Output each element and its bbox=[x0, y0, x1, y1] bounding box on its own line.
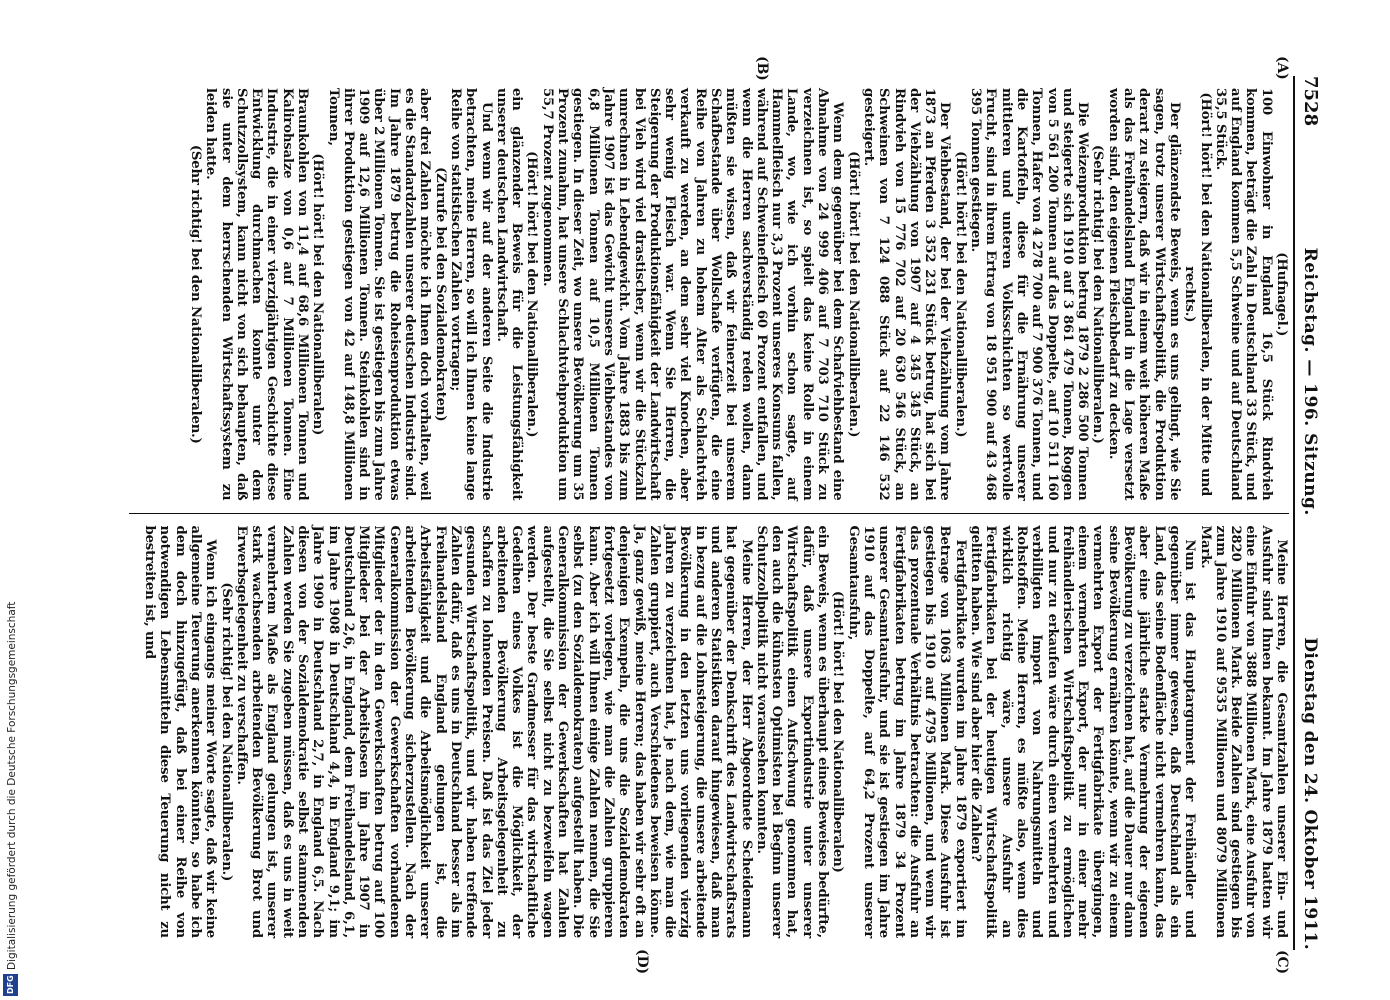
paragraph: Nun ist das Hauptargument der Freihändler und gegenüber immer gewesen, daß Deutschland als ein Land, das seine Bodenfläche nicht vermehren kann, das aber eine jährliche starke Vermehrung der eigenen Bevölkerung zu verzeichnen hat, auf die Dauer nur dann seine Bevölkerung ernähren könnte, wenn wir zu einem vermehrten Export der Fertigfabrikate übergingen, einem vermehrten Export, der nur in einer mehr freihändlerischen Wirtschaftspolitik zu ermöglichen und nur zu erkaufen wäre durch einen vermehrten und verbilligten Import von Nahrungsmitteln und Rohstoffen. Meine Herren, es müßte also, wenn dies wirklich richtig wäre, unsere Ausfuhr an Fertigfabrikaten bei der heutigen Wirtschaftspolitik gelitten haben. Wie sind aber hier die Zahlen? bbox=[968, 525, 1198, 938]
paragraph: aber drei Zahlen möchte ich Ihnen doch vorhalten, weil es die Standardzahlen unserer deutschen Industrie sind. Im Jahre 1879 betrug die Roheisenproduktion etwas über 2 Millionen Tonnen. Sie ist gestiegen bis zum Jahre 1909 auf 12,6 Millionen Tonnen. Steinkohlen sind in ihrer Produktion gestiegen von 42 auf 148,8 Millionen Tonnen, bbox=[325, 88, 433, 501]
interjection: (Hört! hört! bei den Nationalliberalen.) bbox=[524, 151, 540, 438]
paragraph: 100 Einwohner in England 16,5 Stück Rindvieh kommen, beträgt die Zahl in Deutschland 33 Stück, und auf England kommen 5,5 Schweine und auf Deutschland 35,5 Stück. bbox=[1212, 88, 1274, 501]
paragraph: Braunkohlen von 11,4 auf 68,6 Millionen Tonnen und Kalirohsalze von 0,6 auf 7 Millionen Tonnen. Eine Industrie, die in einer vierzigjährigen Geschichte diese Entwicklung durchmachen konnte unter dem Schutzzollsystem, kann nicht von sich behaupten, daß sie unter dem herrschenden Wirtschaftssystem zu leiden hatte. bbox=[203, 88, 310, 501]
digitization-credit-text: Digitalisierung gefördert durch die Deutsche Forschungsgemeinschaft bbox=[6, 601, 18, 970]
document-page bbox=[105, 20, 1345, 980]
interjection: (Hört! hört! bei den Nationalliberalen) bbox=[830, 590, 846, 873]
paragraph: Der glänzendste Beweis, wenn es uns gelingt, wie Sie sagen, trotz unserer Wirtschaftspolitik, die Produktion derart zu steigern, daß wir in einem weit höheren Maße als das Freihandelsland England in die Lage versetzt worden sind, den eigenen Fleischbedarf zu decken. bbox=[1105, 88, 1182, 501]
margin-letter-b: (B) bbox=[754, 56, 770, 81]
page-frame bbox=[60, 0, 1390, 1000]
text-columns bbox=[129, 56, 1290, 974]
paragraph: Fertigfabrikate wurden im Jahre 1879 exportiert im Betrage von 1063 Millionen Mark. Diese Ausfuhr ist gestiegen bis 1910 auf 4795 Millionen, und wenn wir das prozentuale Verhältnis betrachten: die Ausfuhr an Fertigfabrikaten betrug im Jahre 1879 34 Prozent unserer Gesamtausfuhr, und sie ist gestiegen im Jahre 1910 auf das Doppelte, auf 64,2 Prozent unserer Gesamtausfuhr, bbox=[845, 525, 968, 938]
margin-letter-a: (A) bbox=[1274, 56, 1290, 80]
page-number: 7528 bbox=[1300, 76, 1321, 127]
paragraph: Die Weizenproduktion betrug 1879 2 286 500 Tonnen und steigerte sich 1910 auf 3 861 479 Tonnen, Roggen von 5 561 200 Tonnen auf das Doppelte, auf 10 511 160 Tonnen, Hafer von 4 278 700 auf 7 900 376 Tonnen, und die Kartoffeln, diese für die Ernährung unserer mittleren und unteren Volksschichten so wertvolle Frucht, sind in ihrem Ertrag von 18 951 900 auf 43 468 395 Tonnen gestiegen. bbox=[968, 88, 1091, 501]
paragraph: Und wenn wir auf der anderen Seite die Industrie betrachten, meine Herren, so will ich Ihnen keine lange Reihe von statistischen Zahlen vortragen; bbox=[447, 88, 494, 501]
dfg-logo: DFG bbox=[3, 974, 18, 996]
session-date: Dienstag den 24. Oktober 1911. bbox=[1300, 637, 1320, 950]
page-header bbox=[1293, 76, 1321, 950]
paragraph: ein glänzender Beweis für die Leistungsfähigkeit unserer deutschen Landwirtschaft. bbox=[493, 88, 525, 501]
paragraph: Der Viehbestand, der bei der Viehzählung vom Jahre 1873 an Pferden 3 352 231 Stück betrug, hat sich bei der Viehzählung von 1907 auf 4 345 345 Stück, an Rindvieh von 15 776 702 auf 20 630 546 Stück, an Schweinen von 7 124 088 Stück auf 22 146 532 gesteigert. bbox=[860, 88, 953, 501]
interjection: (Sehr richtig! bei den Nationalliberalen.) bbox=[1090, 144, 1106, 444]
interjection: (Hört! hört! bei den Nationalliberalen) bbox=[310, 153, 326, 436]
running-title: Reichstag. — 196. Sitzung. bbox=[1300, 247, 1320, 516]
left-column bbox=[129, 56, 1290, 513]
paragraph: Wenn dem gegenüber bei dem Schafviehbestand eine Abnahme von 24 999 406 auf 7 703 710 Stück zu verzeichnen ist, so spielt das keine Rolle in einem Lande, wo, wie ich vorhin schon sagte, auf Hammelfleisch nur 3,3 Prozent unseres Konsums fallen, während auf Schweinefleisch 60 Prozent entfallen, und wenn die Herren sachverständig reden wollen, dann müßten sie wissen, daß wir feinerzeit bei unserem Schafbestande über Wollschafe verfügten, die eine Reihe von Jahren zu hohem Alter als Schlachtvieh verkauft zu werden, an dem sehr viel Knochen, aber sehr wenig Fleisch war. Wenn Sie Herren, die Steigerung der Produktionsfähigkeit der Landwirtschaft bei Vieh wird viel drastischer, wenn wir die Stückzahl umrechnen in Lebendgewicht. Vom Jahre 1883 bis zum Jahre 1907 ist das Gewicht unseres Viehbestandes von 6,8 Millionen Tonnen auf 10,5 Millionen Tonnen gestiegen. In dieser Zeit, wo unsere Bevölkerung um 35 Prozent zunahm, hat unsere Schlachtviehproduktion um 55,7 Prozent zugenommen. bbox=[539, 88, 846, 501]
margin-letter-c: (C) bbox=[1274, 950, 1290, 974]
interjection: (Hört! hört! bei den Nationalliberalen.) bbox=[952, 151, 968, 438]
interjection: (Hufnagel.) bbox=[1274, 252, 1289, 337]
interjection: (Sehr richtig! bei den Nationalliberalen.) bbox=[187, 144, 203, 444]
paragraph: Meine Herren, der Herr Abgeordnete Scheidemann hat gegenüber der Denkschrift des Landwirtschaftsrats und anderen Statistiken darauf hingewiesen, daß man in bezug auf die Lohnsteigerung, die unsere arbeitende Bevölkerung in den letzten uns vorliegenden vierzig Jahren zu verzeichnen hat, je nach dem, wie man die Zahlen gruppiert, auch Verschiedenes beweisen könne. Ja, ganz gewiß, meine Herren; das haben wir sehr oft an denjenigen Exempeln, die uns die Sozialdemokraten fortgesetzt vorlegen, wie man die Zahlen gruppieren kann. Aber ich will Ihnen einige Zahlen nennen, die Sie selbst (zu den Sozialdemokraten) aufgestellt haben. Die Generalkommission der Gewerkschaften hat Zahlen aufgestellt, die Sie selbst nicht zu bezweifeln wagen werden. Der beste Gradmesser für das wirtschaftliche Gedeihen eines Volkes ist die Möglichkeit, der arbeitenden Bevölkerung Arbeitsgelegenheit zu schaffen zu lohnenden Preisen. Daß ist das Ziel jeder gesunden Wirtschaftspolitik, und wir haben treffende Zahlen dafür, daß es uns in Deutschland besser als im Freihandelsland England gelungen ist, die Arbeitsfähigkeit und die Arbeitsmöglichkeit unserer arbeitenden Bevölkerung sicherzustellen. Nach der Generalkommission der Gewerkschaften vorhandenen Mitglieder der in den Gewerkschaften betrug auf 100 Mitglieder bei der Arbeitslosen im Jahre 1907 in Deutschland 2,6, in England, dem Freihandelsland, 6,1, im Jahre 1908 in Deutschland 4,4, in England 9,1; im Jahre 1909 in Deutschland 2,7, in England 6,5. Nach diesen von der Sozialdemokratie selbst stammenden Zahlen werden Sie zugeben müssen, daß es uns in weit vermehrtem Maße als England gelungen ist, unserer stark wachsenden arbeitenden Bevölkerung Brot und Erwerbsgelegenheit zu verschaffen. bbox=[233, 525, 754, 938]
digitization-credit-strip bbox=[0, 0, 22, 1000]
interjection: (Sehr richtig! bei den Nationalliberalen.) bbox=[218, 582, 234, 882]
interjection: (Hört! hört! bei den Nationalliberalen, in der Mitte und rechts.) bbox=[1182, 92, 1213, 497]
interjection: (Hört! hört! bei den Nationalliberalen.) bbox=[845, 151, 861, 438]
margin-letter-d: (D) bbox=[634, 949, 650, 974]
right-column bbox=[129, 513, 1290, 974]
interjection: (Zurufe bei den Sozialdemokraten) bbox=[432, 167, 448, 422]
paragraph: Meine Herren, die Gesamtzahlen unserer Ein- und Ausfuhr sind Ihnen bekannt. Im Jahre 1879 hatten wir eine Einfuhr von 3888 Millionen Mark, eine Ausfuhr von 2820 Millionen Mark. Beide Zahlen sind gestiegen bis zum Jahre 1910 auf 9535 Millionen und 8079 Millionen Mark. bbox=[1197, 525, 1289, 938]
paragraph: ein Beweis, wenn es überhaupt eines Beweises bedürfte, dafür, daß unsere Exportindustrie unter unserer Wirtschaftspolitik einen Aufschwung genommen hat, den auch die kühnsten Optimisten bei Beginn unserer Schutzzollpolitik nicht voraussehen konnten. bbox=[753, 525, 831, 938]
paragraph: Wenn ich eingangs meiner Worte sagte, daß wir keine allgemeine Teuerung anerkennen könnten, so habe ich dem doch hinzugefügt, daß bei einer Reihe von notwendigen Lebensmitteln diese Teuerung nicht zu bestreiten ist, und bbox=[142, 525, 219, 938]
